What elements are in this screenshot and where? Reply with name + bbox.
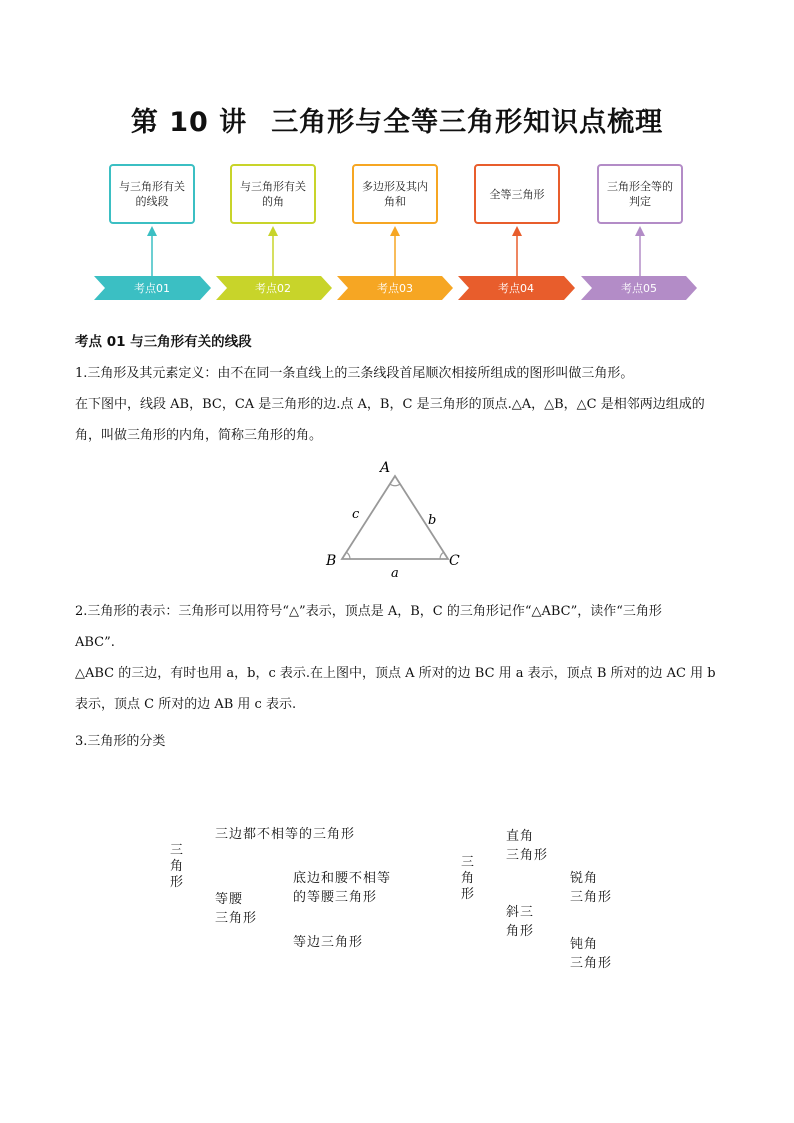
side-label-c: c [352,507,360,522]
section-heading: 考点 01 与三角形有关的线段 [75,334,252,350]
classify-non-equilateral-isosceles: 底边和腰不相等 的等腰三角形 [293,871,392,905]
page-title [0,100,794,139]
classification-heading: 3.三角形的分类 [75,734,166,749]
definition-paragraph: 1.三角形及其元素定义：由不在同一条直线上的三条线段首尾顺次相接所组成的图形叫做三角形。 [75,366,634,381]
topic-box-02: 与三角形有关 的角 [230,164,316,224]
side-label-b: b [428,513,437,528]
classify-acute: 锐角 三角形 [570,871,613,905]
notation-paragraph-line2: ABC”. [75,635,115,650]
chevron-label-03: 考点03 [377,282,413,295]
chevron-label-05: 考点05 [621,282,657,295]
topic-box-03: 多边形及其内 角和 [352,164,438,224]
arrow-01 [147,226,157,276]
arrow-04 [512,226,522,276]
classify-oblique: 斜三 角形 [506,905,535,939]
arrow-05 [635,226,645,276]
topic-box-01: 与三角形有关 的线段 [109,164,195,224]
lesson-title: 三角形与全等三角形知识点梳理 [271,107,664,138]
vertex-label-b: B [326,553,337,569]
sides-paragraph-line2: 表示，顶点 C 所对的边 AB 用 c 表示. [75,697,297,712]
lesson-number: 第 10 讲 [130,107,248,138]
angle-mark-c [440,552,444,559]
triangle-figure [320,456,470,581]
topic-box-05: 三角形全等的 判定 [597,164,683,224]
angle-mark-b [346,552,350,559]
classify-equilateral: 等边三角形 [293,935,364,950]
arrow-02 [268,226,278,276]
vertex-label-a: A [380,460,391,476]
elements-paragraph-line2: 角，叫做三角形的内角，简称三角形的角。 [75,428,323,443]
classify-scalene: 三边都不相等的三角形 [215,827,356,842]
classify-sides-root: 三角形 [170,843,185,890]
arrow-03 [390,226,400,276]
side-label-a: a [391,566,399,581]
chevron-label-04: 考点04 [498,282,534,295]
sides-paragraph-line1: △ABC 的三边，有时也用 a，b，c 表示.在上图中，顶点 A 所对的边 BC 用 a 表示，顶点 B 所对的边 AC 用 b [75,666,716,681]
classify-angles-root: 三角形 [461,855,476,902]
elements-paragraph-line1: 在下图中，线段 AB，BC，CA 是三角形的边.点 A，B，C 是三角形的顶点.△A，△B，△C 是相邻两边组成的 [75,397,705,412]
topic-box-04: 全等三角形 [474,164,560,224]
notation-paragraph-line1: 2.三角形的表示：三角形可以用符号“△”表示，顶点是 A，B，C 的三角形记作“△ABC”，读作“三角形 [75,604,662,619]
vertex-label-c: C [449,553,460,569]
chevron-label-01: 考点01 [134,282,170,295]
chevron-label-02: 考点02 [255,282,291,295]
classify-isosceles: 等腰 三角形 [215,892,258,926]
topic-flow-diagram [0,160,794,305]
classify-right: 直角 三角形 [506,829,549,863]
angle-mark-a [390,484,400,486]
classify-obtuse: 钝角 三角形 [570,937,613,971]
